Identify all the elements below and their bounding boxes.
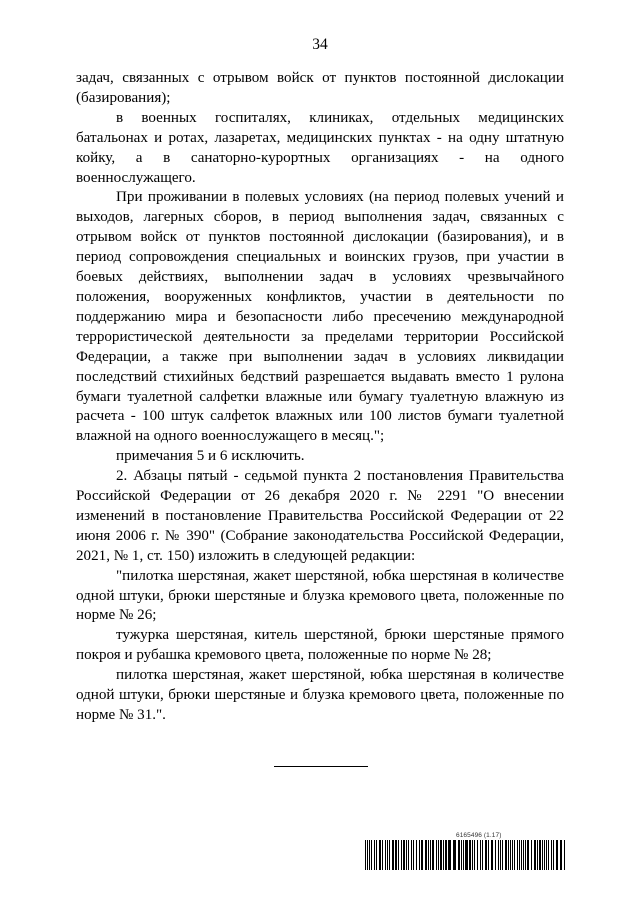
document-code: 6165496 (1.17): [456, 832, 502, 839]
paragraph-7: тужурка шерстяная, китель шерстяной, брюки шерстяные прямого покроя и рубашка кремового цвета, положенные по норме № 28;: [76, 627, 564, 664]
document-body: [76, 69, 564, 726]
paragraph-3: При проживании в полевых условиях (на период полевых учений и выходов, лагерных сборов, в период выполнения задач, связанных с отрывом войск от пунктов постоянной дислокации (базирования), и в период сопровождения специальных и воинских грузов, при участии в боевых действиях, выполнении задач в условиях чрезвычайного положения, вооруженных конфликтов, участии в деятельности по поддержанию мира и безопасности либо пресечению международной террористической деятельности за пределами территории Российской Федерации, а также при выполнении задач в условиях ликвидации последствий стихийных бедствий разрешается выдавать вместо 1 рулона бумаги туалетной салфетки влажные или бумагу туалетную влажную из расчета - 100 штук салфеток влажных или 100 листов бумаги туалетной влажной на одного военнослужащего в месяц.";: [76, 189, 564, 445]
barcode-icon: [365, 840, 565, 870]
paragraph-4: примечания 5 и 6 исключить.: [116, 448, 305, 465]
paragraph-2: в военных госпиталях, клиниках, отдельных медицинских батальонах и ротах, лазаретах, медицинских пунктах - на одну штатную койку, а в санаторно-курортных организациях - на одного военнослужащего.: [76, 109, 564, 186]
paragraph-6: "пилотка шерстяная, жакет шерстяной, юбка шерстяная в количестве одной штуки, брюки шерстяные и блузка кремового цвета, положенные по норме № 26;: [76, 567, 564, 624]
page-number: 34: [312, 36, 328, 53]
paragraph-1: задач, связанных с отрывом войск от пунктов постоянной дислокации (базирования);: [76, 70, 564, 106]
separator-line: [274, 766, 368, 767]
paragraph-5: 2. Абзацы пятый - седьмой пункта 2 постановления Правительства Российской Федерации от 26 декабря 2020 г. № 2291 "О внесении изменений в постановление Правительства Российской Федерации от 22 июня 2006 г. № 390" (Собрание законодательства Российской Федерации, 2021, № 1, ст. 150) изложить в следующей редакции:: [76, 468, 564, 564]
paragraph-8: пилотка шерстяная, жакет шерстяной, юбка шерстяная в количестве одной штуки, брюки шерстяные и блузка кремового цвета, положенные по норме № 31.".: [76, 667, 564, 723]
